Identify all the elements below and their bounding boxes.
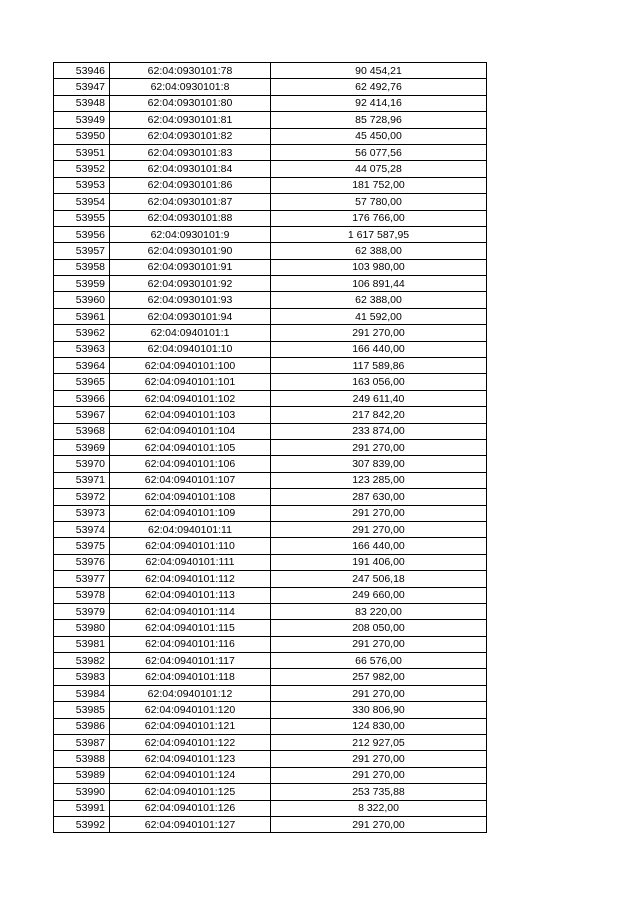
cadastral-number-cell: 62:04:0930101:9 [110, 226, 271, 242]
row-id-cell: 53948 [54, 95, 110, 111]
cadastral-number-cell: 62:04:0940101:101 [110, 374, 271, 390]
cadastral-number-cell: 62:04:0940101:100 [110, 358, 271, 374]
table-row [54, 751, 487, 767]
cadastral-number-cell: 62:04:0940101:10 [110, 341, 271, 357]
row-id-cell: 53976 [54, 554, 110, 570]
row-id-cell: 53959 [54, 276, 110, 292]
value-cell: 330 806,90 [271, 702, 487, 718]
cadastral-number-cell: 62:04:0940101:123 [110, 751, 271, 767]
value-cell: 44 075,28 [271, 161, 487, 177]
cadastral-number-cell: 62:04:0940101:108 [110, 489, 271, 505]
row-id-cell: 53958 [54, 259, 110, 275]
value-cell: 291 270,00 [271, 505, 487, 521]
row-id-cell: 53967 [54, 407, 110, 423]
row-id-cell: 53977 [54, 571, 110, 587]
cadastral-number-cell: 62:04:0930101:88 [110, 210, 271, 226]
value-cell: 117 589,86 [271, 358, 487, 374]
cadastral-table-container [53, 62, 487, 833]
table-row [54, 521, 487, 537]
value-cell: 56 077,56 [271, 144, 487, 160]
value-cell: 191 406,00 [271, 554, 487, 570]
row-id-cell: 53982 [54, 653, 110, 669]
cadastral-number-cell: 62:04:0930101:81 [110, 112, 271, 128]
row-id-cell: 53946 [54, 63, 110, 79]
table-row [54, 325, 487, 341]
cadastral-number-cell: 62:04:0930101:92 [110, 276, 271, 292]
row-id-cell: 53970 [54, 456, 110, 472]
table-row [54, 276, 487, 292]
table-row [54, 767, 487, 783]
table-row [54, 243, 487, 259]
cadastral-number-cell: 62:04:0940101:127 [110, 816, 271, 832]
table-row [54, 636, 487, 652]
row-id-cell: 53964 [54, 358, 110, 374]
value-cell: 62 388,00 [271, 243, 487, 259]
row-id-cell: 53957 [54, 243, 110, 259]
value-cell: 291 270,00 [271, 439, 487, 455]
cadastral-number-cell: 62:04:0940101:107 [110, 472, 271, 488]
row-id-cell: 53951 [54, 144, 110, 160]
table-row [54, 489, 487, 505]
row-id-cell: 53950 [54, 128, 110, 144]
table-row [54, 390, 487, 406]
value-cell: 8 322,00 [271, 800, 487, 816]
table-row [54, 800, 487, 816]
row-id-cell: 53974 [54, 521, 110, 537]
cadastral-number-cell: 62:04:0940101:103 [110, 407, 271, 423]
row-id-cell: 53963 [54, 341, 110, 357]
cadastral-number-cell: 62:04:0940101:12 [110, 685, 271, 701]
cadastral-number-cell: 62:04:0940101:110 [110, 538, 271, 554]
cadastral-number-cell: 62:04:0940101:114 [110, 603, 271, 619]
cadastral-number-cell: 62:04:0940101:118 [110, 669, 271, 685]
table-row [54, 226, 487, 242]
table-row [54, 685, 487, 701]
table-row [54, 571, 487, 587]
table-row [54, 144, 487, 160]
value-cell: 124 830,00 [271, 718, 487, 734]
row-id-cell: 53985 [54, 702, 110, 718]
cadastral-number-cell: 62:04:0930101:94 [110, 308, 271, 324]
value-cell: 181 752,00 [271, 177, 487, 193]
row-id-cell: 53947 [54, 79, 110, 95]
table-row [54, 341, 487, 357]
value-cell: 1 617 587,95 [271, 226, 487, 242]
value-cell: 166 440,00 [271, 538, 487, 554]
table-row [54, 620, 487, 636]
row-id-cell: 53983 [54, 669, 110, 685]
cadastral-number-cell: 62:04:0940101:117 [110, 653, 271, 669]
row-id-cell: 53979 [54, 603, 110, 619]
row-id-cell: 53973 [54, 505, 110, 521]
value-cell: 307 839,00 [271, 456, 487, 472]
cadastral-number-cell: 62:04:0930101:93 [110, 292, 271, 308]
table-row [54, 112, 487, 128]
table-row [54, 735, 487, 751]
value-cell: 208 050,00 [271, 620, 487, 636]
row-id-cell: 53962 [54, 325, 110, 341]
row-id-cell: 53981 [54, 636, 110, 652]
cadastral-number-cell: 62:04:0940101:106 [110, 456, 271, 472]
table-row [54, 95, 487, 111]
cadastral-number-cell: 62:04:0940101:11 [110, 521, 271, 537]
cadastral-number-cell: 62:04:0930101:83 [110, 144, 271, 160]
value-cell: 163 056,00 [271, 374, 487, 390]
cadastral-number-cell: 62:04:0940101:115 [110, 620, 271, 636]
row-id-cell: 53965 [54, 374, 110, 390]
table-row [54, 439, 487, 455]
value-cell: 291 270,00 [271, 636, 487, 652]
table-row [54, 718, 487, 734]
table-row [54, 784, 487, 800]
row-id-cell: 53980 [54, 620, 110, 636]
row-id-cell: 53961 [54, 308, 110, 324]
value-cell: 291 270,00 [271, 325, 487, 341]
row-id-cell: 53978 [54, 587, 110, 603]
cadastral-number-cell: 62:04:0940101:124 [110, 767, 271, 783]
cadastral-number-cell: 62:04:0930101:87 [110, 194, 271, 210]
value-cell: 291 270,00 [271, 816, 487, 832]
table-row [54, 128, 487, 144]
table-row [54, 702, 487, 718]
value-cell: 66 576,00 [271, 653, 487, 669]
row-id-cell: 53984 [54, 685, 110, 701]
table-row [54, 210, 487, 226]
table-row [54, 456, 487, 472]
row-id-cell: 53989 [54, 767, 110, 783]
value-cell: 85 728,96 [271, 112, 487, 128]
value-cell: 45 450,00 [271, 128, 487, 144]
table-row [54, 407, 487, 423]
cadastral-number-cell: 62:04:0940101:125 [110, 784, 271, 800]
cadastral-number-cell: 62:04:0940101:122 [110, 735, 271, 751]
cadastral-number-cell: 62:04:0940101:112 [110, 571, 271, 587]
table-row [54, 292, 487, 308]
value-cell: 291 270,00 [271, 751, 487, 767]
row-id-cell: 53987 [54, 735, 110, 751]
row-id-cell: 53969 [54, 439, 110, 455]
value-cell: 217 842,20 [271, 407, 487, 423]
cadastral-number-cell: 62:04:0930101:8 [110, 79, 271, 95]
value-cell: 253 735,88 [271, 784, 487, 800]
cadastral-number-cell: 62:04:0930101:82 [110, 128, 271, 144]
value-cell: 92 414,16 [271, 95, 487, 111]
table-row [54, 308, 487, 324]
value-cell: 62 388,00 [271, 292, 487, 308]
cadastral-number-cell: 62:04:0940101:102 [110, 390, 271, 406]
table-row [54, 653, 487, 669]
value-cell: 62 492,76 [271, 79, 487, 95]
row-id-cell: 53956 [54, 226, 110, 242]
value-cell: 257 982,00 [271, 669, 487, 685]
cadastral-number-cell: 62:04:0930101:90 [110, 243, 271, 259]
row-id-cell: 53971 [54, 472, 110, 488]
table-body [54, 63, 487, 833]
row-id-cell: 53986 [54, 718, 110, 734]
cadastral-number-cell: 62:04:0940101:120 [110, 702, 271, 718]
value-cell: 287 630,00 [271, 489, 487, 505]
row-id-cell: 53990 [54, 784, 110, 800]
table-row [54, 423, 487, 439]
row-id-cell: 53952 [54, 161, 110, 177]
cadastral-number-cell: 62:04:0940101:1 [110, 325, 271, 341]
value-cell: 249 611,40 [271, 390, 487, 406]
table-row [54, 472, 487, 488]
table-row [54, 79, 487, 95]
table-row [54, 259, 487, 275]
table-row [54, 816, 487, 832]
row-id-cell: 53949 [54, 112, 110, 128]
value-cell: 103 980,00 [271, 259, 487, 275]
cadastral-number-cell: 62:04:0930101:91 [110, 259, 271, 275]
cadastral-number-cell: 62:04:0940101:121 [110, 718, 271, 734]
table-row [54, 669, 487, 685]
table-row [54, 374, 487, 390]
table-row [54, 505, 487, 521]
row-id-cell: 53966 [54, 390, 110, 406]
cadastral-number-cell: 62:04:0940101:111 [110, 554, 271, 570]
value-cell: 247 506,18 [271, 571, 487, 587]
row-id-cell: 53953 [54, 177, 110, 193]
row-id-cell: 53954 [54, 194, 110, 210]
table-row [54, 194, 487, 210]
table-row [54, 161, 487, 177]
cadastral-number-cell: 62:04:0930101:78 [110, 63, 271, 79]
row-id-cell: 53991 [54, 800, 110, 816]
cadastral-number-cell: 62:04:0940101:113 [110, 587, 271, 603]
value-cell: 291 270,00 [271, 521, 487, 537]
value-cell: 57 780,00 [271, 194, 487, 210]
value-cell: 106 891,44 [271, 276, 487, 292]
table-row [54, 554, 487, 570]
cadastral-number-cell: 62:04:0930101:80 [110, 95, 271, 111]
table-row [54, 358, 487, 374]
cadastral-number-cell: 62:04:0940101:104 [110, 423, 271, 439]
cadastral-number-cell: 62:04:0940101:116 [110, 636, 271, 652]
cadastral-number-cell: 62:04:0930101:86 [110, 177, 271, 193]
value-cell: 123 285,00 [271, 472, 487, 488]
table-row [54, 538, 487, 554]
value-cell: 166 440,00 [271, 341, 487, 357]
value-cell: 176 766,00 [271, 210, 487, 226]
cadastral-number-cell: 62:04:0930101:84 [110, 161, 271, 177]
row-id-cell: 53955 [54, 210, 110, 226]
cadastral-number-cell: 62:04:0940101:105 [110, 439, 271, 455]
row-id-cell: 53975 [54, 538, 110, 554]
table-row [54, 63, 487, 79]
row-id-cell: 53992 [54, 816, 110, 832]
table-row [54, 603, 487, 619]
value-cell: 291 270,00 [271, 685, 487, 701]
row-id-cell: 53988 [54, 751, 110, 767]
value-cell: 212 927,05 [271, 735, 487, 751]
cadastral-number-cell: 62:04:0940101:109 [110, 505, 271, 521]
value-cell: 90 454,21 [271, 63, 487, 79]
row-id-cell: 53968 [54, 423, 110, 439]
cadastral-number-cell: 62:04:0940101:126 [110, 800, 271, 816]
table-row [54, 177, 487, 193]
cadastral-value-table [53, 62, 487, 833]
value-cell: 83 220,00 [271, 603, 487, 619]
value-cell: 291 270,00 [271, 767, 487, 783]
value-cell: 41 592,00 [271, 308, 487, 324]
table-row [54, 587, 487, 603]
row-id-cell: 53972 [54, 489, 110, 505]
value-cell: 249 660,00 [271, 587, 487, 603]
value-cell: 233 874,00 [271, 423, 487, 439]
row-id-cell: 53960 [54, 292, 110, 308]
